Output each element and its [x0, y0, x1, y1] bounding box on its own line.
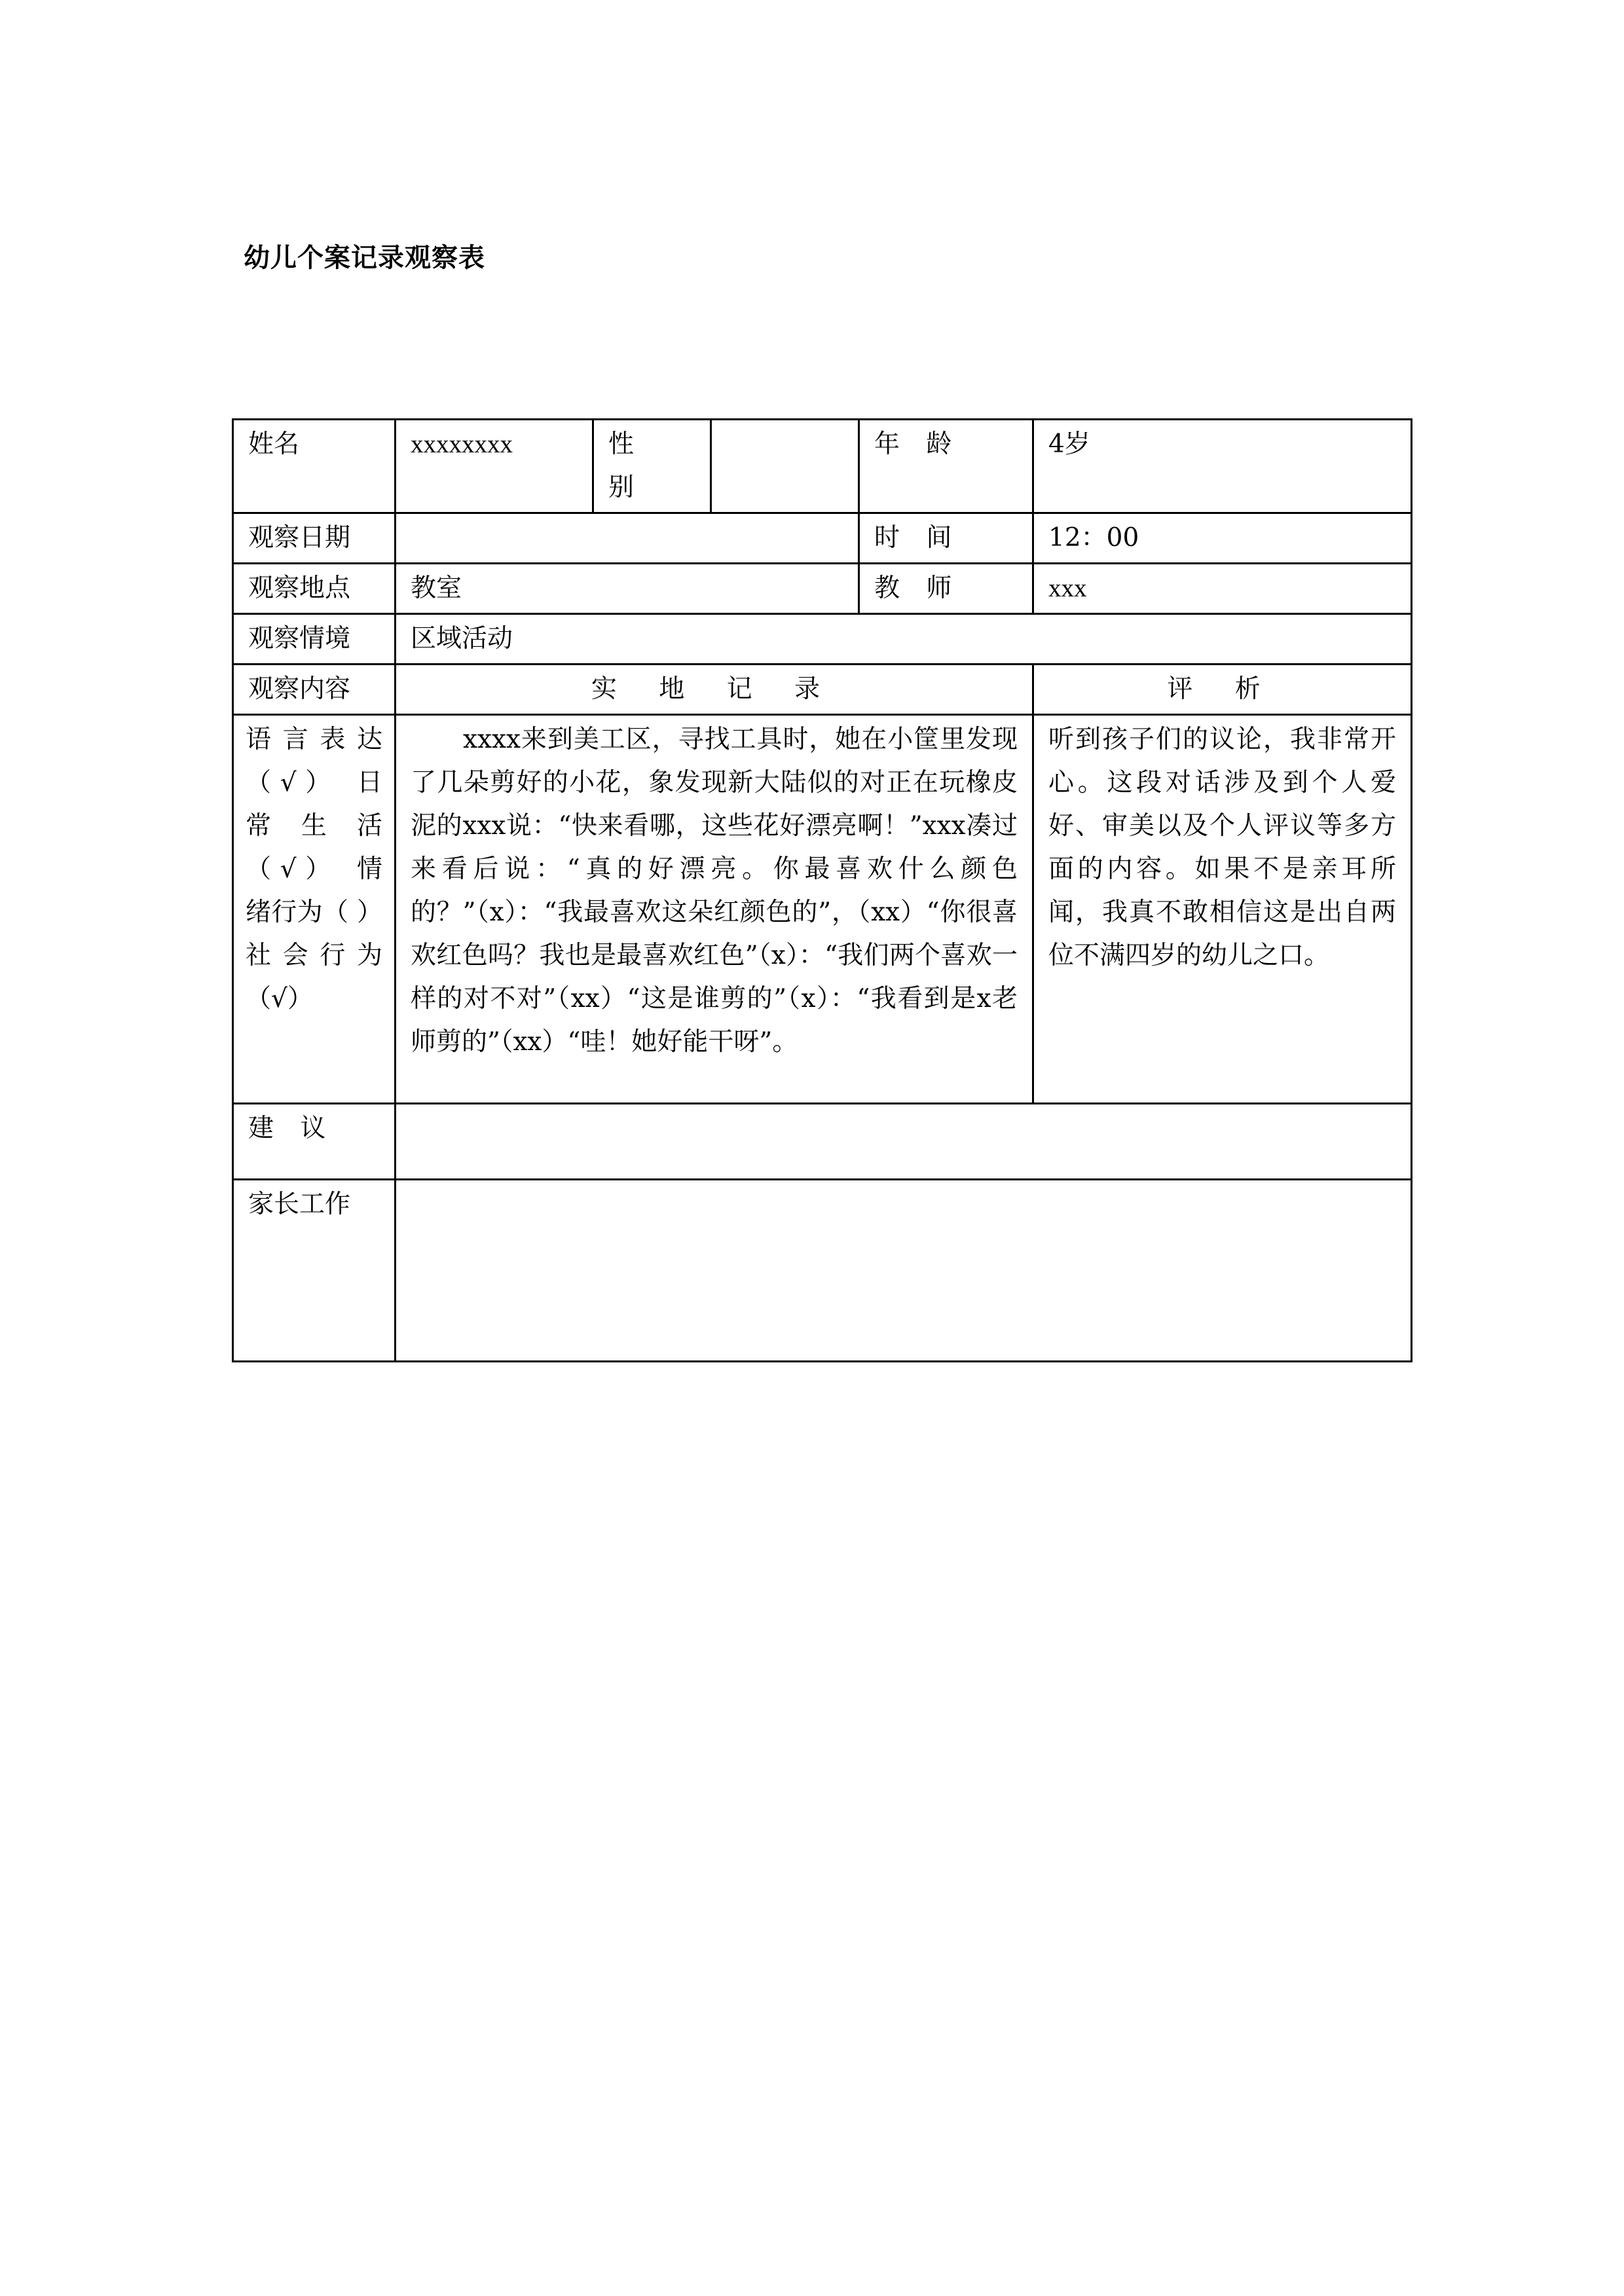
age-label: 年 龄: [859, 420, 1033, 513]
name-value: xxxxxxxx: [396, 420, 593, 513]
name-label: 姓名: [233, 420, 396, 513]
suggestion-label: 建 议: [233, 1104, 396, 1180]
row-parent-work: [233, 1180, 1412, 1362]
category-line: 语 言 表 达: [246, 725, 382, 754]
analysis-text: 听到孩子们的议论，我非常开心。这段对话涉及到个人爱好、审美以及个人评议等多方面的内容。如果不是亲耳所闻，我真不敢相信这是出自两位不满四岁的幼儿之口。: [1033, 715, 1412, 1104]
document-title: 幼儿个案记录观察表: [244, 243, 485, 273]
category-line: （√） 情: [246, 854, 382, 884]
date-value: [396, 513, 859, 564]
category-line: 社 会 行 为: [246, 941, 382, 970]
teacher-label: 教 师: [859, 564, 1033, 614]
context-label: 观察情境: [233, 614, 396, 665]
categories-cell: [233, 715, 396, 1104]
category-line: 常 生 活: [246, 811, 382, 841]
teacher-value: xxx: [1033, 564, 1412, 614]
observation-record-table: [232, 418, 1412, 1362]
gender-value: [711, 420, 859, 513]
age-value: 4岁: [1033, 420, 1412, 513]
analysis-header: 评 析: [1033, 665, 1412, 715]
row-content-headers: [233, 665, 1412, 715]
row-suggestion: [233, 1104, 1412, 1180]
category-line: 绪行为（ ）: [246, 898, 382, 927]
category-line: （√）: [246, 984, 313, 1013]
location-value: 教室: [396, 564, 859, 614]
category-line: （√） 日: [246, 768, 382, 797]
gender-label: 性别: [593, 420, 711, 513]
location-label: 观察地点: [233, 564, 396, 614]
record-header: 实 地 记 录: [396, 665, 1033, 715]
row-date-time: [233, 513, 1412, 564]
parent-work-value: [396, 1180, 1412, 1362]
context-value: 区域活动: [396, 614, 1412, 665]
row-observation-body: [233, 715, 1412, 1104]
suggestion-value: [396, 1104, 1412, 1180]
row-location-teacher: [233, 564, 1412, 614]
date-label: 观察日期: [233, 513, 396, 564]
record-text: xxxx来到美工区，寻找工具时，她在小筐里发现了几朵剪好的小花，象发现新大陆似的对正在玩橡皮泥的xxx说：“快来看哪，这些花好漂亮啊！”xxx凑过来看后说：“真的好漂亮。你最喜欢什么颜色的？”（x）：“我最喜欢这朵红颜色的”，（xx）“你很喜欢红色吗？我也是最喜欢红色”（x）：“我们两个喜欢一样的对不对”（xx）“这是谁剪的”（x）：“我看到是x老师剪的”（xx）“哇！她好能干呀”。: [396, 715, 1033, 1104]
time-label: 时 间: [859, 513, 1033, 564]
time-value: 12：00: [1033, 513, 1412, 564]
parent-work-label: 家长工作: [233, 1180, 396, 1362]
row-context: [233, 614, 1412, 665]
content-label: 观察内容: [233, 665, 396, 715]
row-name-gender-age: [233, 420, 1412, 513]
